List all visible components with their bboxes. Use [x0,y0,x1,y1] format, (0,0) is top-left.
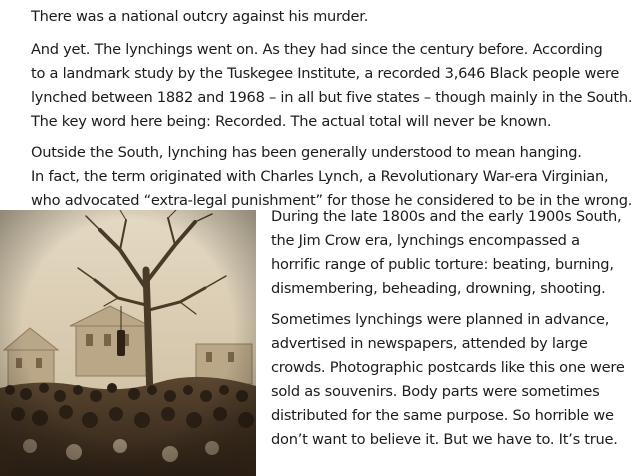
text-line: The key word here being: Recorded. The actual total will never be known. [31,113,552,130]
text-line: distributed for the same purpose. So horrible we [271,407,614,424]
historical-lynching-photograph [0,210,256,476]
text-line: don’t want to believe it. But we have to. It’s true. [271,431,618,448]
paragraph-jim-crow-era [271,205,621,301]
paragraph-postcards-souvenirs [271,308,625,452]
text-line: During the late 1800s and the early 1900s South, [271,208,622,225]
text-line: who advocated “extra-legal punishment” for those he considered to be in the wrong. [31,192,633,209]
text-line: lynched between 1882 and 1968 – in all but five states – though mainly in the South. [31,89,633,106]
text-line: Sometimes lynchings were planned in advance, [271,311,610,328]
text-line: horrific range of public torture: beating, burning, [271,256,614,273]
text-line: the Jim Crow era, lynchings encompassed a [271,232,580,249]
paragraph-origin-of-term [31,141,632,213]
text-line: to a landmark study by the Tuskegee Institute, a recorded 3,646 Black people were [31,65,620,82]
text-line: Outside the South, lynching has been generally understood to mean hanging. [31,144,582,161]
text-line: crowds. Photographic postcards like this one were [271,359,625,376]
sepia-photo-illustration [0,210,256,476]
text-line: sold as souvenirs. Body parts were sometimes [271,383,600,400]
text-line: There was a national outcry against his murder. [31,8,369,25]
paragraph-tuskegee-study [31,38,632,134]
text-line: dismembering, beheading, drowning, shooting. [271,280,606,297]
text-line: In fact, the term originated with Charles Lynch, a Revolutionary War-era Virginian, [31,168,609,185]
text-line: advertised in newspapers, attended by large [271,335,588,352]
text-line: And yet. The lynchings went on. As they had since the century before. According [31,41,603,58]
paragraph-outcry [31,5,368,29]
